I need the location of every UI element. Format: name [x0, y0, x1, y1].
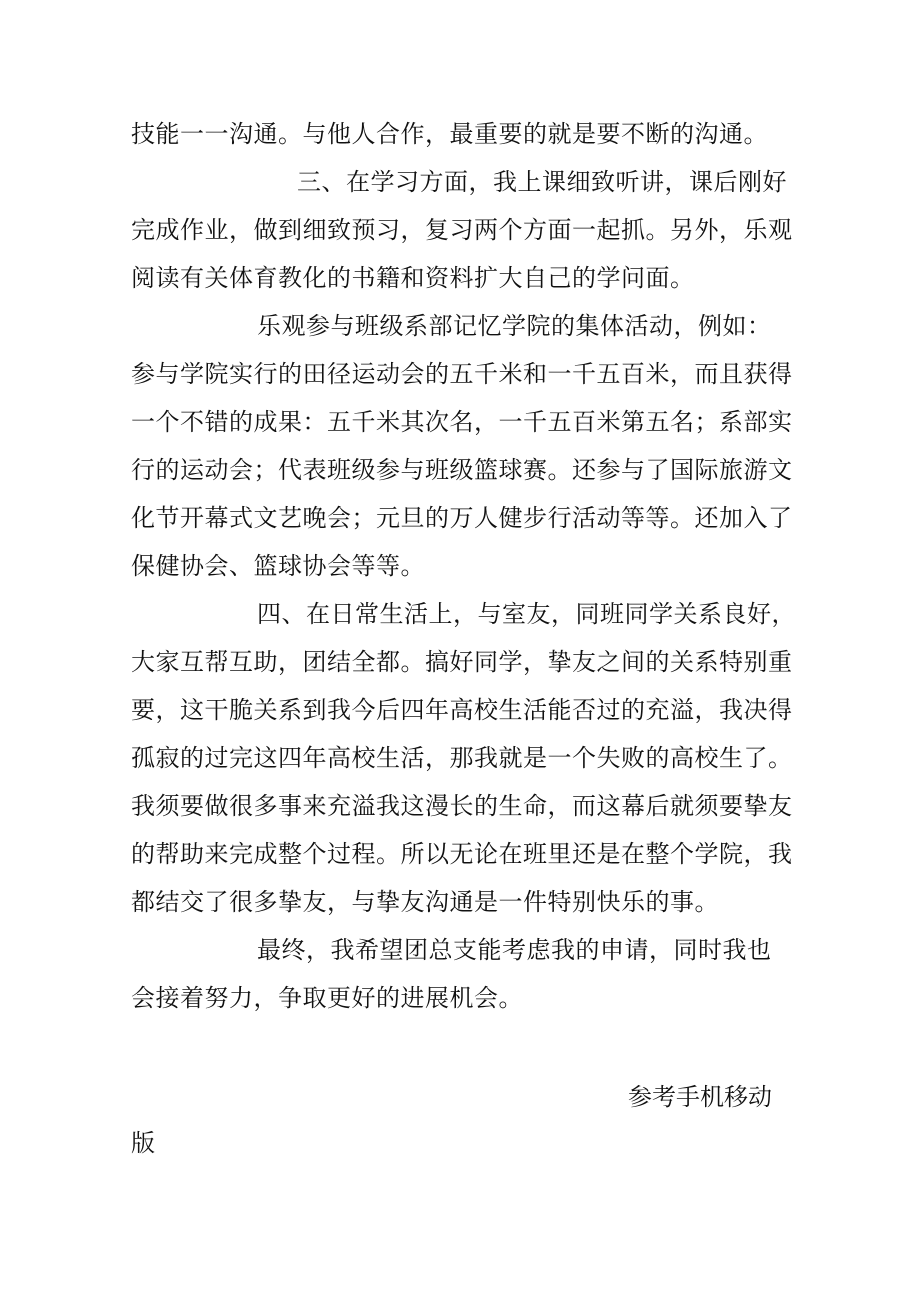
text-line: 孤寂的过完这四年高校生活，那我就是一个失败的高校生了。 — [131, 744, 793, 772]
text-line: 保健协会、篮球协会等等。 — [131, 552, 425, 580]
text-line: 都结交了很多挚友，与挚友沟通是一件特别快乐的事。 — [131, 888, 719, 916]
text-line: 一个不错的成果：五千米其次名，一千五百米第五名；系部实 — [131, 408, 793, 436]
text-line: 三、在学习方面，我上课细致听讲，课后刚好 — [297, 168, 787, 196]
text-line: 阅读有关体育教化的书籍和资料扩大自己的学问面。 — [131, 264, 695, 292]
signature-line: 参考手机移动 — [628, 1083, 772, 1111]
text-line: 的帮助来完成整个过程。所以无论在班里还是在整个学院，我 — [131, 840, 793, 868]
text-line: 最终，我希望团总支能考虑我的申请，同时我也 — [257, 936, 772, 964]
text-line: 大家互帮互助，团结全都。搞好同学，挚友之间的关系特别重 — [131, 648, 793, 676]
text-line: 我须要做很多事来充溢我这漫长的生命，而这幕后就须要挚友 — [131, 792, 793, 820]
text-line: 会接着努力，争取更好的进展机会。 — [131, 984, 523, 1012]
text-line: 要，这干脆关系到我今后四年高校生活能否过的充溢，我决得 — [131, 696, 793, 724]
text-line: 参与学院实行的田径运动会的五千米和一千五百米，而且获得 — [131, 360, 793, 388]
text-line: 行的运动会；代表班级参与班级篮球赛。还参与了国际旅游文 — [131, 456, 793, 484]
text-line: 完成作业，做到细致预习，复习两个方面一起抓。另外，乐观 — [131, 216, 793, 244]
text-line: 技能一一沟通。与他人合作，最重要的就是要不断的沟通。 — [131, 120, 768, 148]
text-line: 四、在日常生活上，与室友，同班同学关系良好， — [257, 600, 796, 628]
text-line: 化节开幕式文艺晚会；元旦的万人健步行活动等等。还加入了 — [131, 504, 793, 532]
text-line: 乐观参与班级系部记忆学院的集体活动，例如： — [257, 312, 772, 340]
signature-line-continued: 版 — [131, 1129, 155, 1157]
